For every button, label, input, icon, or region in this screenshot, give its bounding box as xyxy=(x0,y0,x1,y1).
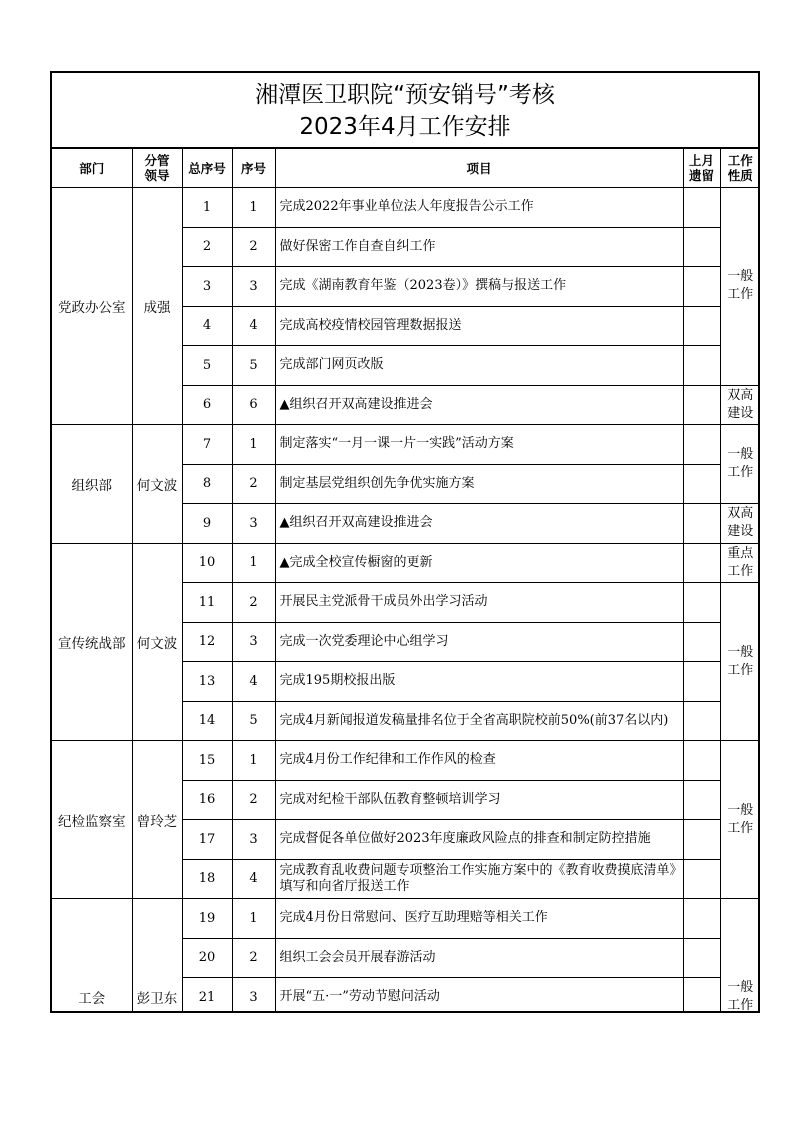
seq-cell: 3 xyxy=(232,267,275,307)
item-cell: 制定基层党组织创先争优实施方案 xyxy=(275,464,683,504)
dept-cell: 宣传统战部 xyxy=(52,543,132,741)
carry-over-cell xyxy=(683,662,720,702)
total-no-cell: 13 xyxy=(182,662,232,702)
schedule-sheet xyxy=(50,71,760,1013)
total-no-cell: 14 xyxy=(182,701,232,741)
nature-cell: 重点 工作 xyxy=(720,543,760,583)
seq-cell: 3 xyxy=(232,820,275,860)
item-cell: 开展“五·一”劳动节慰问活动 xyxy=(275,978,683,1014)
total-no-cell: 21 xyxy=(182,978,232,1014)
carry-over-cell xyxy=(683,346,720,386)
seq-cell: 2 xyxy=(232,227,275,267)
carry-over-cell xyxy=(683,859,720,899)
item-cell: 完成4月份日常慰问、医疗互助理赔等相关工作 xyxy=(275,899,683,939)
total-no-cell: 15 xyxy=(182,741,232,781)
total-no-cell: 7 xyxy=(182,425,232,465)
item-cell: 完成一次党委理论中心组学习 xyxy=(275,622,683,662)
item-cell: 完成《湖南教育年鉴（2023卷）》撰稿与报送工作 xyxy=(275,267,683,307)
item-cell: 制定落实“一月一课一片一实践”活动方案 xyxy=(275,425,683,465)
carry-over-cell xyxy=(683,385,720,425)
item-cell: 完成2022年事业单位法人年度报告公示工作 xyxy=(275,188,683,228)
carry-over-cell xyxy=(683,227,720,267)
carry-over-cell xyxy=(683,188,720,228)
total-no-cell: 3 xyxy=(182,267,232,307)
nature-cell: 一般 工作 xyxy=(720,741,760,899)
schedule-table xyxy=(52,148,760,1013)
carry-over-cell xyxy=(683,583,720,623)
total-no-cell: 19 xyxy=(182,899,232,939)
table-row xyxy=(52,188,760,228)
header-leader: 分管 领导 xyxy=(132,149,182,188)
seq-cell: 1 xyxy=(232,188,275,228)
total-no-cell: 11 xyxy=(182,583,232,623)
item-cell: ▲组织召开双高建设推进会 xyxy=(275,385,683,425)
seq-cell: 2 xyxy=(232,780,275,820)
nature-cell: 一般 工作 xyxy=(720,425,760,504)
seq-cell: 1 xyxy=(232,425,275,465)
total-no-cell: 6 xyxy=(182,385,232,425)
seq-cell: 1 xyxy=(232,741,275,781)
carry-over-cell xyxy=(683,306,720,346)
seq-cell: 5 xyxy=(232,346,275,386)
seq-cell: 6 xyxy=(232,385,275,425)
header-row xyxy=(52,149,760,188)
leader-cell: 成强 xyxy=(132,188,182,425)
item-cell: 完成195期校报出版 xyxy=(275,662,683,702)
seq-cell: 2 xyxy=(232,583,275,623)
seq-cell: 5 xyxy=(232,701,275,741)
item-cell: 完成高校疫情校园管理数据报送 xyxy=(275,306,683,346)
nature-cell: 双高 建设 xyxy=(720,504,760,544)
item-cell: ▲完成全校宣传橱窗的更新 xyxy=(275,543,683,583)
nature-cell: 双高 建设 xyxy=(720,385,760,425)
seq-cell: 3 xyxy=(232,622,275,662)
dept-cell: 组织部 xyxy=(52,425,132,544)
total-no-cell: 16 xyxy=(182,780,232,820)
dept-cell: 党政办公室 xyxy=(52,188,132,425)
table-row xyxy=(52,741,760,781)
leader-cell: 彭卫东 xyxy=(132,899,182,1014)
seq-cell: 1 xyxy=(232,543,275,583)
header-carry-over: 上月 遗留 xyxy=(683,149,720,188)
header-total-no: 总序号 xyxy=(182,149,232,188)
seq-cell: 3 xyxy=(232,504,275,544)
seq-cell: 2 xyxy=(232,464,275,504)
item-cell: 完成部门网页改版 xyxy=(275,346,683,386)
seq-cell: 4 xyxy=(232,662,275,702)
item-cell: 完成对纪检干部队伍教育整顿培训学习 xyxy=(275,780,683,820)
nature-cell: 一般 工作 xyxy=(720,188,760,386)
leader-cell: 何文波 xyxy=(132,425,182,544)
carry-over-cell xyxy=(683,938,720,978)
carry-over-cell xyxy=(683,741,720,781)
header-nature: 工作 性质 xyxy=(720,149,760,188)
total-no-cell: 1 xyxy=(182,188,232,228)
dept-cell: 工会 xyxy=(52,899,132,1014)
total-no-cell: 12 xyxy=(182,622,232,662)
carry-over-cell xyxy=(683,899,720,939)
nature-cell: 一般 工作 xyxy=(720,583,760,741)
sheet-title xyxy=(52,73,758,148)
carry-over-cell xyxy=(683,543,720,583)
seq-cell: 1 xyxy=(232,899,275,939)
total-no-cell: 5 xyxy=(182,346,232,386)
total-no-cell: 10 xyxy=(182,543,232,583)
leader-cell: 曾玲芝 xyxy=(132,741,182,899)
carry-over-cell xyxy=(683,267,720,307)
table-row xyxy=(52,543,760,583)
table-row xyxy=(52,425,760,465)
header-item: 项目 xyxy=(275,149,683,188)
carry-over-cell xyxy=(683,820,720,860)
item-cell: ▲组织召开双高建设推进会 xyxy=(275,504,683,544)
carry-over-cell xyxy=(683,622,720,662)
total-no-cell: 8 xyxy=(182,464,232,504)
title-line-1: 湘潭医卫职院“预安销号”考核 xyxy=(255,82,555,108)
leader-cell: 何文波 xyxy=(132,543,182,741)
carry-over-cell xyxy=(683,504,720,544)
header-seq: 序号 xyxy=(232,149,275,188)
total-no-cell: 2 xyxy=(182,227,232,267)
total-no-cell: 4 xyxy=(182,306,232,346)
dept-cell: 纪检监察室 xyxy=(52,741,132,899)
seq-cell: 3 xyxy=(232,978,275,1014)
item-cell: 完成4月新闻报道发稿量排名位于全省高职院校前50%(前37名以内) xyxy=(275,701,683,741)
total-no-cell: 9 xyxy=(182,504,232,544)
item-cell: 完成督促各单位做好2023年度廉政风险点的排查和制定防控措施 xyxy=(275,820,683,860)
seq-cell: 2 xyxy=(232,938,275,978)
total-no-cell: 20 xyxy=(182,938,232,978)
carry-over-cell xyxy=(683,978,720,1014)
title-line-2: 2023年4月工作安排 xyxy=(299,114,511,140)
table-row xyxy=(52,899,760,939)
carry-over-cell xyxy=(683,464,720,504)
carry-over-cell xyxy=(683,425,720,465)
nature-cell: 一般 工作 xyxy=(720,899,760,1014)
seq-cell: 4 xyxy=(232,859,275,899)
item-cell: 完成教育乱收费问题专项整治工作实施方案中的《教育收费摸底清单》填写和向省厅报送工作 xyxy=(275,859,683,899)
item-cell: 完成4月份工作纪律和工作作风的检查 xyxy=(275,741,683,781)
item-cell: 做好保密工作自查自纠工作 xyxy=(275,227,683,267)
total-no-cell: 17 xyxy=(182,820,232,860)
total-no-cell: 18 xyxy=(182,859,232,899)
schedule-body xyxy=(52,188,760,1014)
item-cell: 组织工会会员开展春游活动 xyxy=(275,938,683,978)
carry-over-cell xyxy=(683,780,720,820)
item-cell: 开展民主党派骨干成员外出学习活动 xyxy=(275,583,683,623)
seq-cell: 4 xyxy=(232,306,275,346)
carry-over-cell xyxy=(683,701,720,741)
header-dept: 部门 xyxy=(52,149,132,188)
